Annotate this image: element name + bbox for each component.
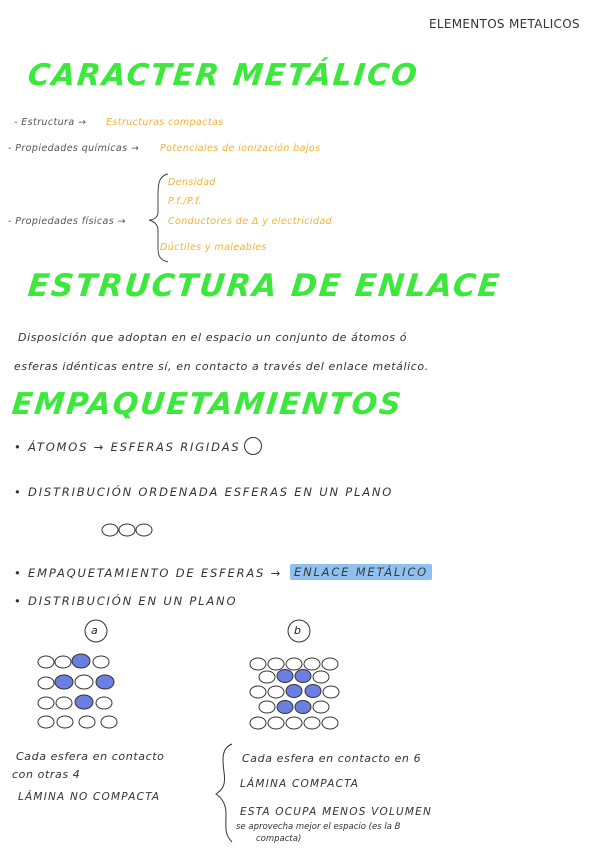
bullet-distribucion-plano: • DISTRIBUCIÓN EN UN PLANO [14,594,238,608]
page-header: ELEMENTOS METALICOS [429,17,580,31]
section-title-empaquetamientos: EMPAQUETAMIENTOS [10,387,405,422]
physical-item-pf: P.f./P.f. [168,196,203,207]
bullet-empaquetamiento: • EMPAQUETAMIENTO DE ESFERAS → [14,566,283,580]
figure-b-label: b [294,624,301,637]
row-quimicas-label: - Propiedades químicas → [8,143,140,154]
section-title-caracter-metalico: CARACTER METÁLICO [26,58,421,93]
highlight-enlace-metalico: ENLACE METÁLICO [290,565,432,579]
physical-item-conductores: Conductores de Δ y electricidad [168,216,333,227]
figure-a-label: a [91,624,98,637]
row-estructura-value: Estructuras compactas [106,117,224,128]
caption-a-line-3: LÁMINA NO COMPACTA [18,791,161,803]
caption-b-line-1: Cada esfera en contacto en 6 [242,752,422,765]
caption-a-line-1: Cada esfera en contacto [16,750,165,763]
caption-b-line-3: ESTA OCUPA MENOS VOLUMEN [240,806,433,818]
row-quimicas-value: Potenciales de ionización bajos [160,143,321,154]
caption-b-line-2: LÁMINA COMPACTA [240,778,360,790]
bullet-atomos: • ÁTOMOS → ESFERAS RIGIDAS [14,440,241,454]
caption-b-line-5: compacta) [256,834,302,844]
row-estructura-label: - Estructura → [14,117,87,128]
definition-line-2: esferas idénticas entre sí, en contacto a través del enlace metálico. [14,360,429,373]
section-title-estructura-enlace: ESTRUCTURA DE ENLACE [26,268,503,304]
caption-b-line-4: se aprovecha mejor el espacio (es la B [236,822,401,832]
physical-item-ductiles: Dúctiles y maleables [160,242,267,253]
physical-item-densidad: Densidad [168,177,216,188]
bullet-distribucion-ordenada: • DISTRIBUCIÓN ORDENADA ESFERAS EN UN PLANO [14,485,394,499]
row-fisicas-label: - Propiedades físicas → [8,216,126,227]
definition-line-1: Disposición que adoptan en el espacio un conjunto de átomos ó [18,331,408,344]
caption-a-line-2: con otras 4 [12,768,81,781]
